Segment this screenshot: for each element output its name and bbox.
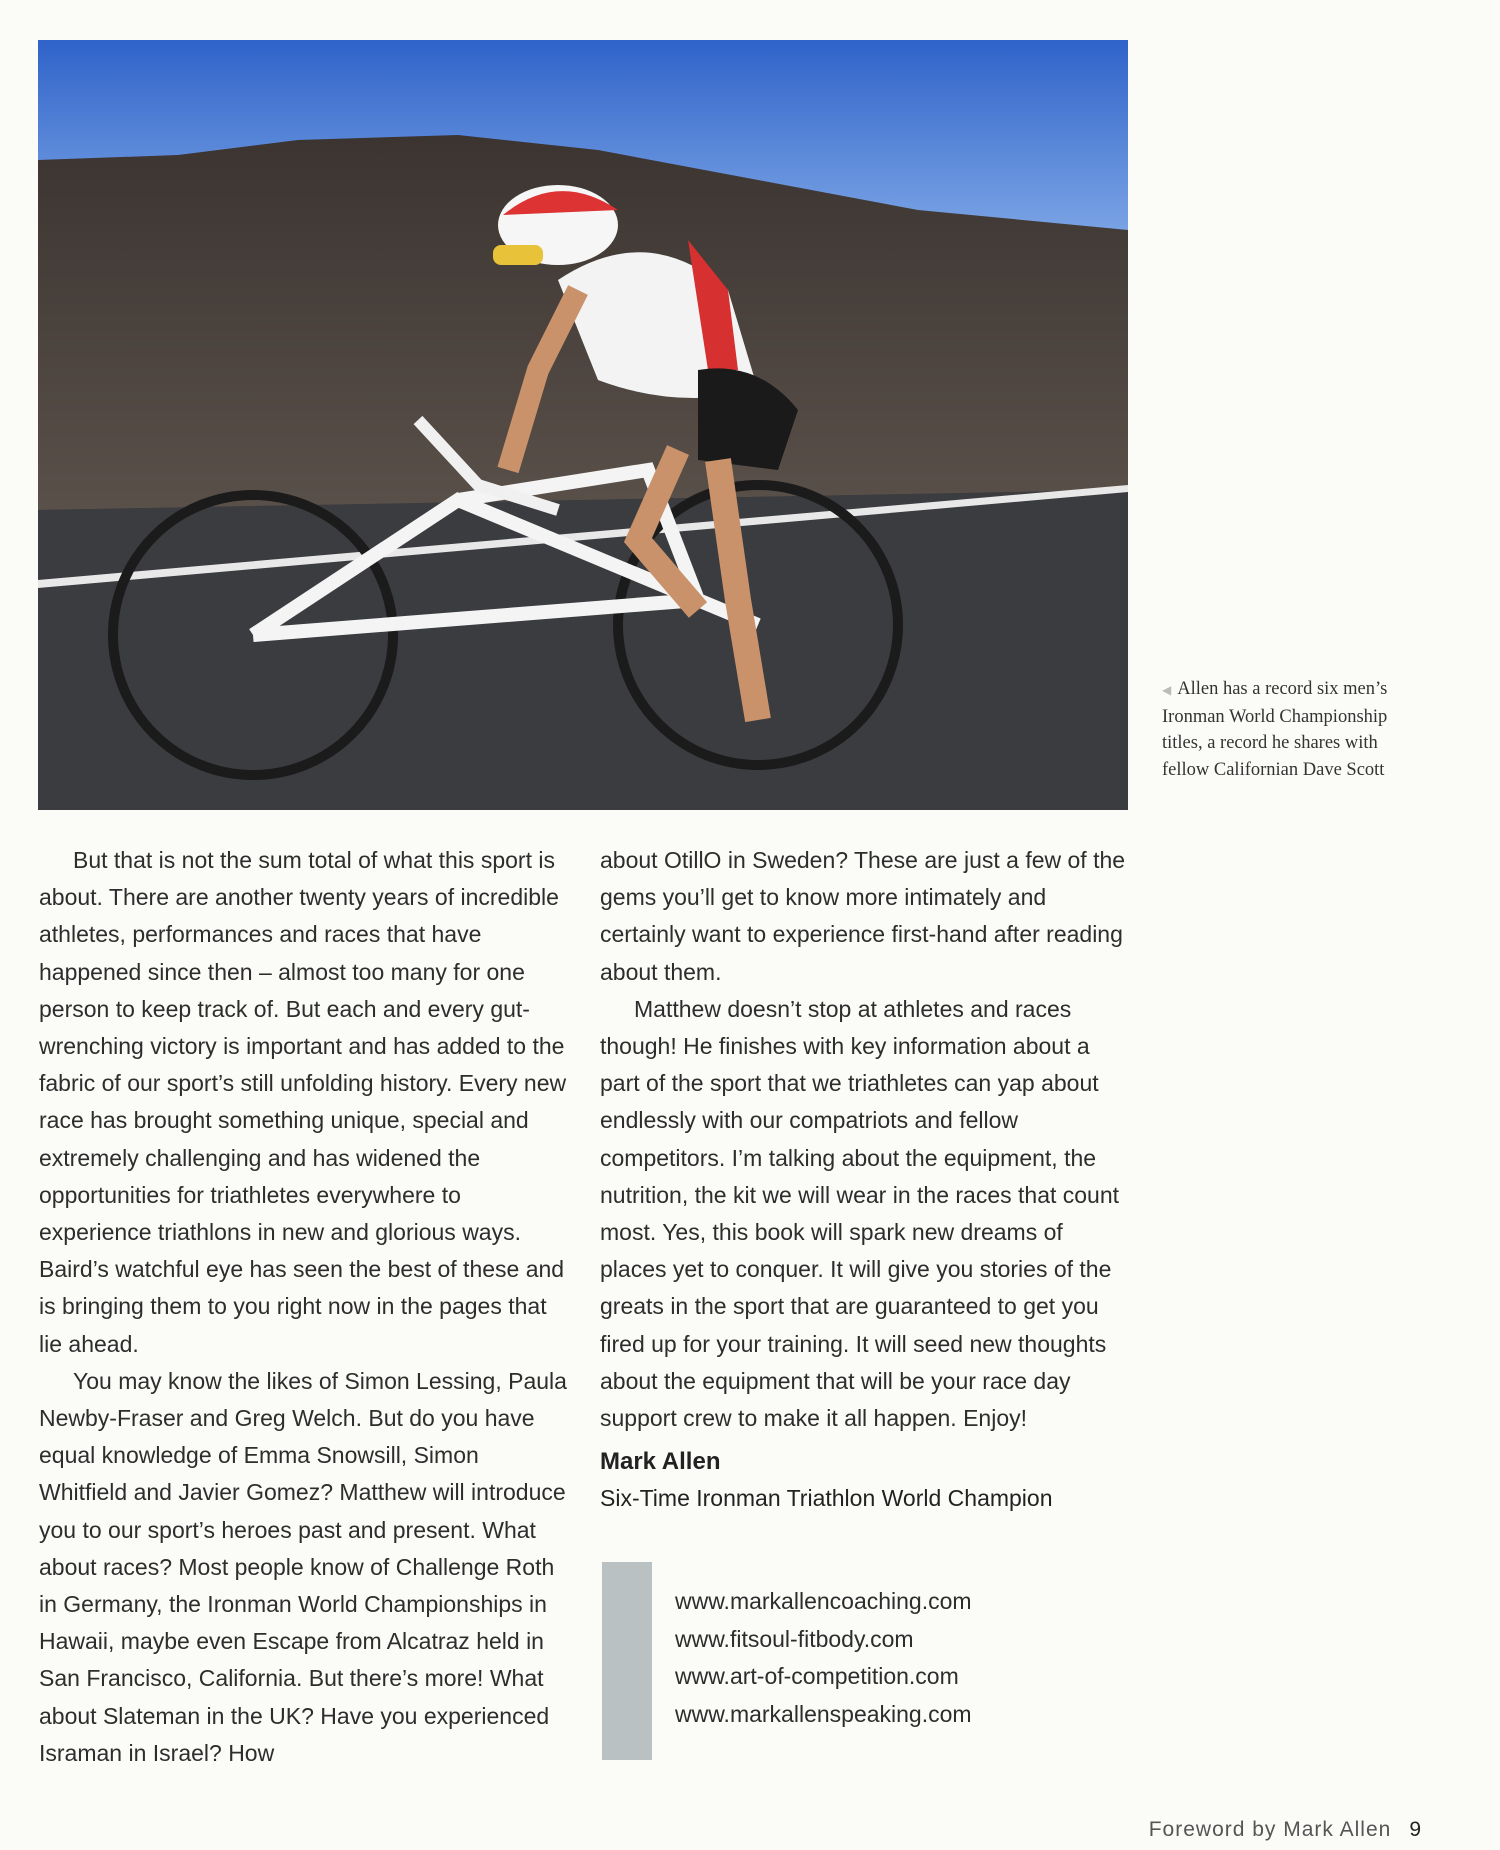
website-link[interactable]: www.markallencoaching.com [675, 1588, 972, 1614]
website-link[interactable]: www.art-of-competition.com [675, 1663, 959, 1689]
paragraph: about OtillO in Sweden? These are just a few of the gems you’ll get to know more intimately and certainly want to experience first-hand after reading about them. [600, 847, 1126, 985]
paragraph: You may know the likes of Simon Lessing, Paula Newby-Fraser and Greg Welch. But do you have equal knowledge of Emma Snowsill, Simon Whitfield and Javier Gomez? Matthew will introduce you to our sport’s heroes past and present. What about races? Most people know of Challenge Roth in Germany, the Ironman World Championships in Hawaii, maybe even Escape from Alcatraz held in San Francisco, California. But there’s more! What about Slateman in the UK? Have you experienced Israman in Israel? How [39, 1367, 567, 1766]
footer-section-title: Foreword by Mark Allen [1148, 1818, 1392, 1841]
body-column-right [600, 842, 1130, 1518]
paragraph: Matthew doesn’t stop at athletes and races though! He finishes with key information about a part of the sport that we triathletes can yap about endlessly with our compatriots and fellow competitors. I’m talking about the equipment, the nutrition, the kit we will wear in the races that count most. Yes, this book will spark new dreams of places yet to conquer. It will give you stories of the greats in the sport that are guaranteed to get you fired up for your training. It will seed new thoughts about the equipment that will be your race day support crew to make it all happen. Enjoy! [600, 995, 1120, 1432]
caption-arrow-icon: ◀ [1162, 683, 1172, 697]
signature-name: Mark Allen [600, 1448, 721, 1476]
website-links [675, 1583, 972, 1733]
page-footer [1149, 1818, 1422, 1842]
photo-caption [1162, 676, 1422, 783]
website-link[interactable]: www.markallenspeaking.com [675, 1700, 972, 1727]
caption-text: Allen has a record six men’s Ironman World Championship titles, a record he shares with fellow Californian Dave Scott [1162, 679, 1388, 780]
website-link[interactable]: www.fitsoul-fitbody.com [675, 1625, 914, 1652]
cyclist-illustration [38, 40, 1128, 810]
signature-title: Six-Time Ironman Triathlon World Champion [600, 1485, 1053, 1512]
page-number: 9 [1409, 1818, 1422, 1841]
paragraph: But that is not the sum total of what this sport is about. There are another twenty years of incredible athletes, performances and races that have happened since then – almost too many for one person to keep track of. But each and every gut-wrenching victory is important and has added to the fabric of our sport’s still unfolding history. Every new race has brought something unique, special and extremely challenging and has widened the opportunities for triathletes everywhere to experience triathlons in new and glorious ways. Baird’s watchful eye has seen the best of these and is bringing them to you right now in the pages that lie ahead. [39, 847, 567, 1357]
body-column-left [39, 842, 569, 1772]
links-accent-bar [602, 1562, 652, 1760]
cyclist-photo [38, 40, 1128, 810]
